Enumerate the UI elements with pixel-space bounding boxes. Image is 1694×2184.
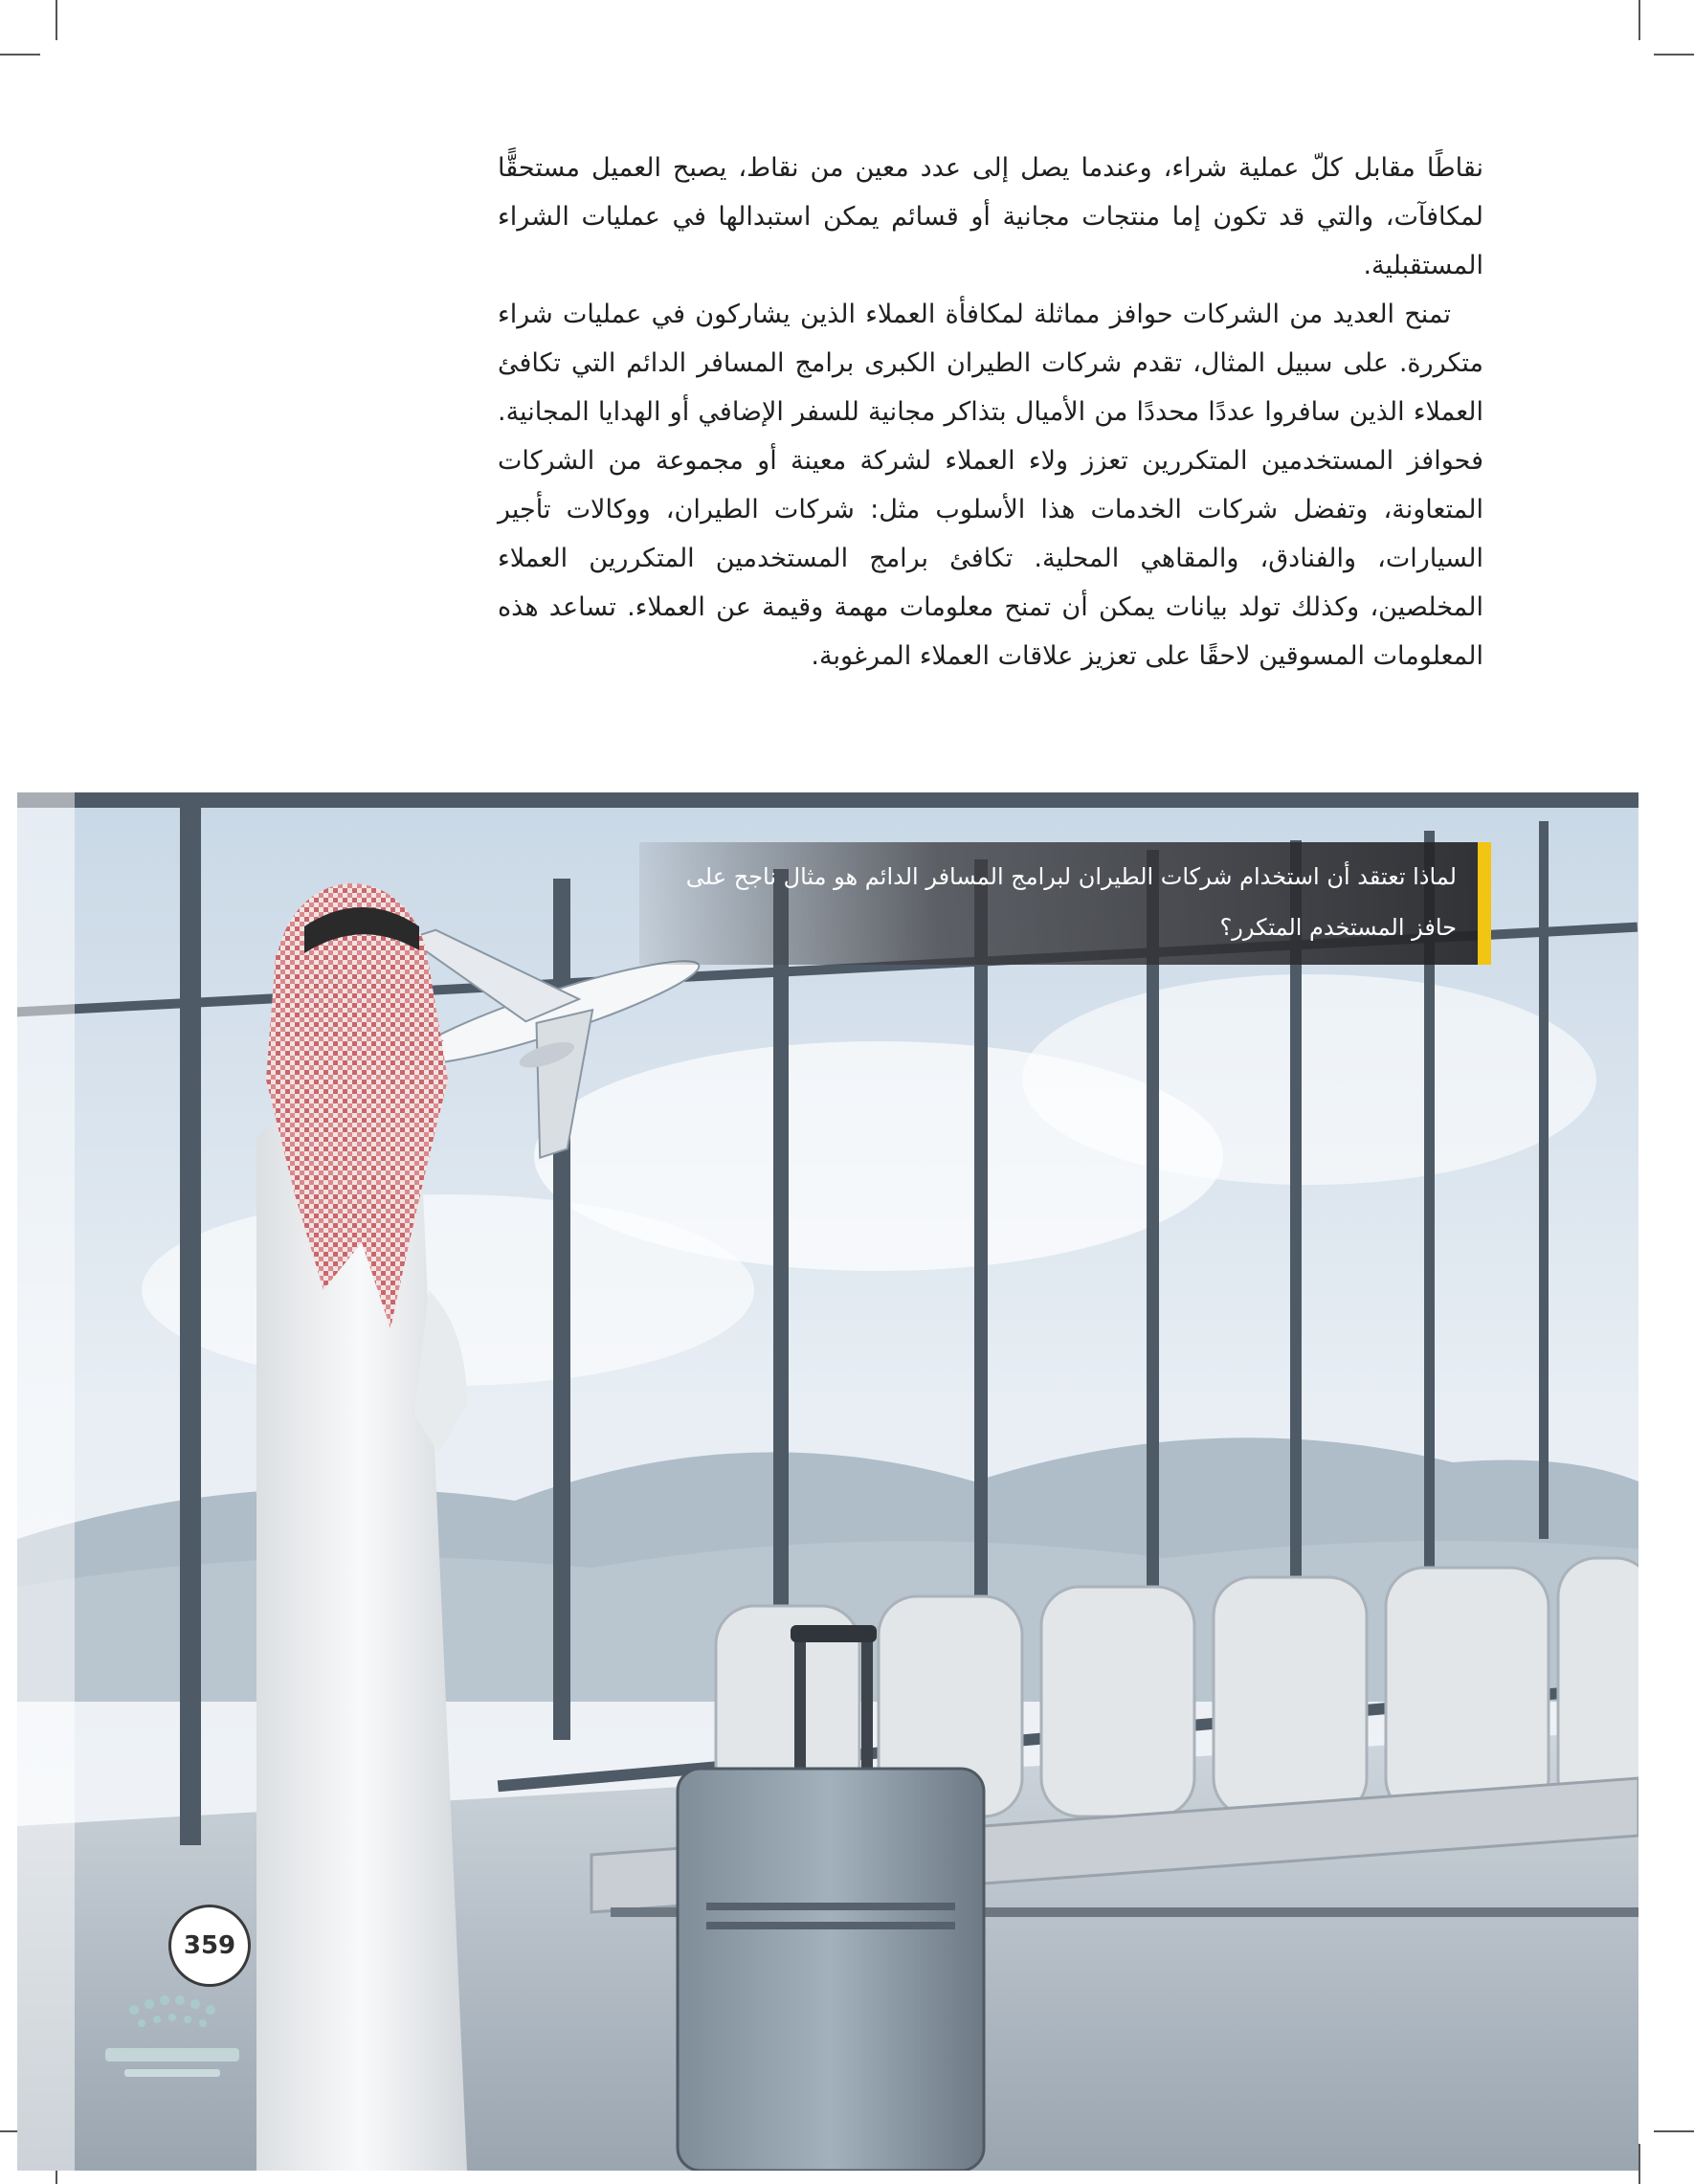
- crop-mark: [1654, 54, 1694, 56]
- ministry-logo-watermark: [96, 1991, 249, 2096]
- callout-accent-bar: [1478, 842, 1491, 965]
- airport-lounge-photo: [17, 792, 1638, 2171]
- crop-mark: [1654, 2130, 1694, 2132]
- question-callout: [639, 842, 1491, 965]
- crop-mark: [1638, 0, 1640, 40]
- paragraph: تمنح العديد من الشركات حوافز مماثلة لمكافأة العملاء الذين يشاركون في عمليات شراء متكررة. على سبيل المثال، تقدم شركات الطيران الكبرى برامج المسافر الدائم التي تكافئ العملاء الذين سافروا عددًا محددًا من الأميال بتذاكر مجانية للسفر الإضافي أو الهدايا المجانية. فحوافز المستخدمين المتكررين تعزز ولاء العملاء لشركة معينة أو مجموعة من الشركات المتعاونة، وتفضل شركات الخدمات هذا الأسلوب مثل: شركات الطيران، ووكالات تأجير السيارات، والفنادق، والمقاهي المحلية. تكافئ برامج المستخدمين المتكررين العملاء المخلصين، وكذلك تولد بيانات يمكن أن تمنح معلومات مهمة وقيمة عن العملاء. تساعد هذه المعلومات المسوقين لاحقًا على تعزيز علاقات العملاء المرغوبة.: [498, 300, 1483, 671]
- paragraph: نقاطًا مقابل كلّ عملية شراء، وعندما يصل إلى عدد معين من نقاط، يصبح العميل مستحقًّا لمكافآت، والتي قد تكون إما منتجات مجانية أو قسائم يمكن استبدالها في عمليات الشراء المستقبلية.: [498, 153, 1483, 280]
- crop-mark: [56, 0, 57, 40]
- callout-question: لماذا تعتقد أن استخدام شركات الطيران لبرامج المسافر الدائم هو مثال ناجح على حافز المستخدم المتكرر؟: [685, 863, 1457, 941]
- body-text: [498, 144, 1483, 680]
- page-number: 359: [168, 1905, 251, 1987]
- crop-mark: [1638, 2144, 1640, 2184]
- crop-mark: [0, 54, 40, 56]
